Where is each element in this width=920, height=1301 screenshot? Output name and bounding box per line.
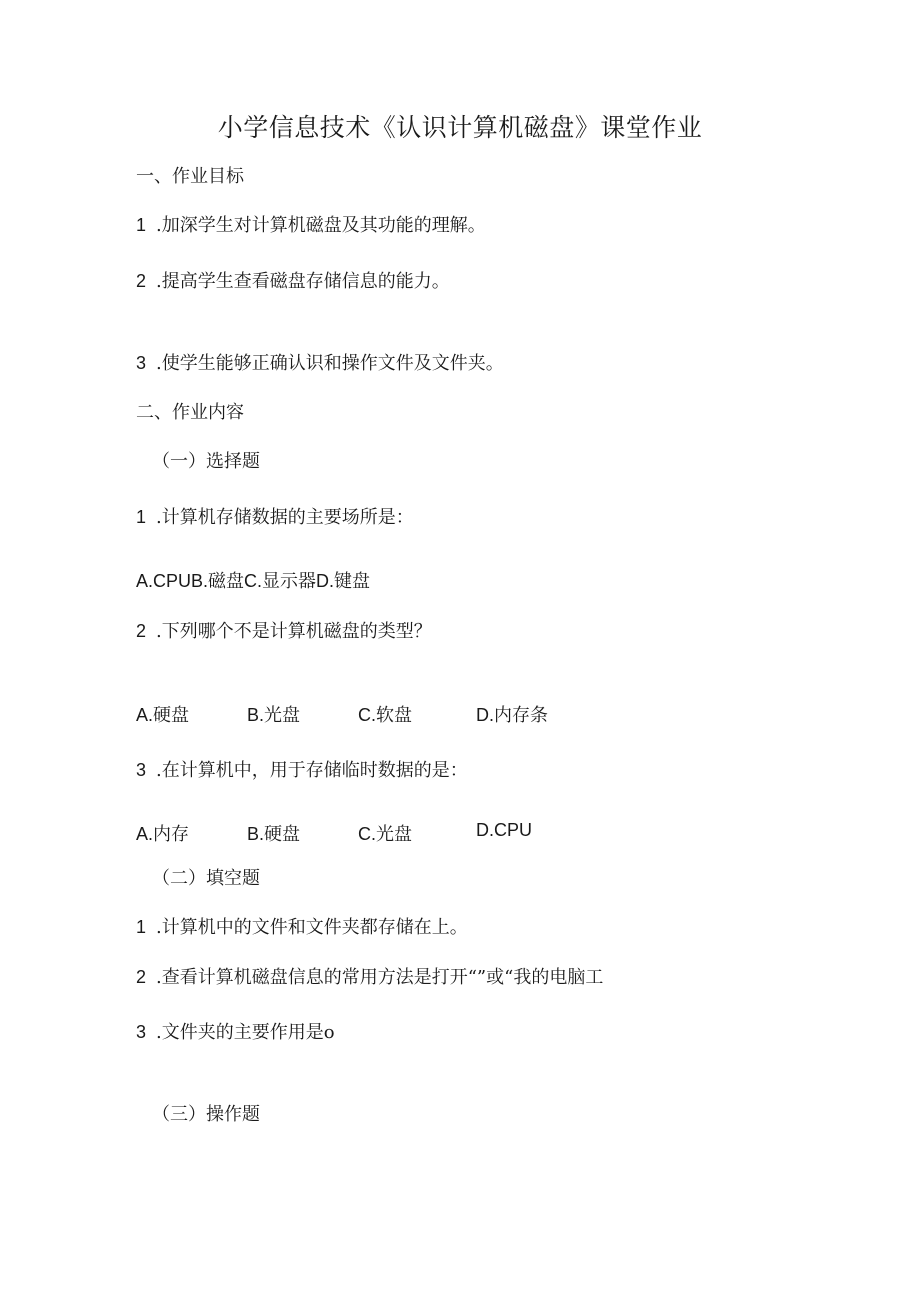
part-heading-operation: （三）操作题: [152, 1104, 260, 1125]
goal-text: .使学生能够正确认识和操作文件及文件夹。: [156, 353, 504, 374]
question-number: 2: [136, 967, 147, 987]
option-c: C.光盘: [358, 824, 412, 844]
question-text: .下列哪个不是计算机磁盘的类型？: [156, 621, 432, 642]
option-b: B.硬盘: [247, 824, 301, 844]
option-d: D.CPU: [476, 820, 533, 840]
goal-text: .加深学生对计算机磁盘及其功能的理解。: [156, 215, 486, 236]
option-b: B.光盘: [247, 705, 301, 725]
option-a: A.内存: [136, 824, 190, 844]
fill-question-1: [136, 913, 468, 939]
question-number: 2: [136, 621, 147, 641]
fill-question-2: [136, 963, 603, 989]
part-heading-fill: （二）填空题: [152, 868, 260, 889]
section-heading-goals: 一、作业目标: [136, 166, 244, 187]
goal-item-3: [136, 349, 504, 375]
choice-question-1-options: [136, 567, 370, 593]
goal-text: .提高学生查看磁盘存储信息的能力。: [156, 271, 450, 292]
question-text: .计算机中的文件和文件夹都存储在上。: [156, 917, 468, 938]
part-heading-choice: （一）选择题: [152, 451, 260, 472]
option-c: C.软盘: [358, 705, 412, 725]
question-number: 1: [136, 507, 147, 527]
question-number: 1: [136, 917, 147, 937]
goal-item-1: [136, 211, 486, 237]
question-text: .查看计算机磁盘信息的常用方法是打开“”或“我的电脑工: [156, 967, 604, 988]
option-d: D.内存条: [476, 705, 548, 725]
goal-item-2: [136, 267, 450, 293]
goal-number: 1: [136, 215, 147, 235]
goal-number: 2: [136, 271, 147, 291]
question-number: 3: [136, 760, 147, 780]
choice-question-1: [136, 503, 414, 529]
section-heading-content: 二、作业内容: [136, 402, 244, 423]
question-text: .在计算机中，用于存储临时数据的是：: [156, 760, 468, 781]
document-title: 小学信息技术《认识计算机磁盘》课堂作业: [217, 113, 703, 142]
goal-number: 3: [136, 353, 147, 373]
choice-question-3: [136, 756, 468, 782]
question-number: 3: [136, 1022, 147, 1042]
options-text: A.CPUB.磁盘C.显示器D.键盘: [136, 571, 371, 591]
option-a: A.硬盘: [136, 705, 190, 725]
question-text: .计算机存储数据的主要场所是：: [156, 507, 414, 528]
question-text: .文件夹的主要作用是o: [156, 1022, 335, 1043]
choice-question-2: [136, 617, 432, 643]
fill-question-3: [136, 1018, 335, 1044]
